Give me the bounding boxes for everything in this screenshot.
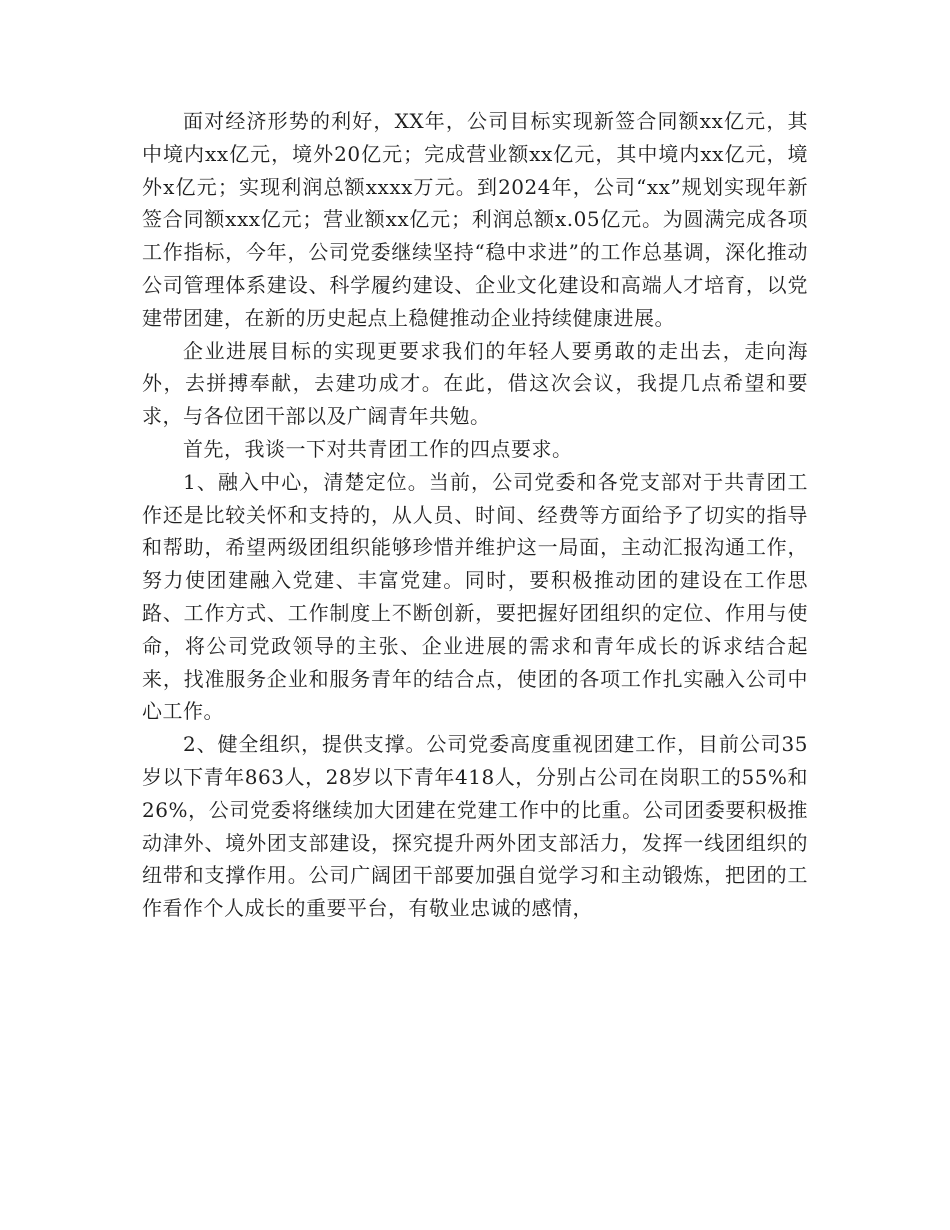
document-body <box>142 105 808 925</box>
paragraph-four-requirements-intro: 首先，我谈一下对共青团工作的四点要求。 <box>183 436 573 461</box>
paragraph-requirement-1: 1、融入中心，清楚定位。当前，公司党委和各党支部对于共青团工作还是比较关怀和支持的，从人员、时间、经费等方面给予了切实的指导和帮助，希望两级团组织能够珍惜并维护这一局面，主动汇报沟通工作，努力使团建融入党建、丰富党建。同时，要积极推动团的建设在工作思路、工作方式、工作制度上不断创新，要把握好团组织的定位、作用与使命，将公司党政领导的主张、企业进展的需求和青年成长的诉求结合起来，找准服务企业和服务青年的结合点，使团的各项工作扎实融入公司中心工作。 <box>142 469 808 724</box>
paragraph-requirement-2: 2、健全组织，提供支撑。公司党委高度重视团建工作，目前公司35岁以下青年863人，28岁以下青年418人，分别占公司在岗职工的55%和26%，公司党委将继续加大团建在党建工作中的比重。公司团委要积极推动津外、境外团支部建设，探究提升两外团支部活力，发挥一线团组织的纽带和支撑作用。公司广阔团干部要加强自觉学习和主动锻炼，把团的工作看作个人成长的重要平台，有敬业忠诚的感情， <box>142 732 808 921</box>
paragraph-economic-targets: 面对经济形势的利好，XX年，公司目标实现新签合同额xx亿元，其中境内xx亿元，境外20亿元；完成营业额xx亿元，其中境内xx亿元，境外x亿元；实现利润总额xxxx万元。到2024年，公司“xx”规划实现年新签合同额xxx亿元；营业额xx亿元；利润总额x.05亿元。为圆满完成各项工作指标，今年，公司党委继续坚持“稳中求进”的工作总基调，深化推动公司管理体系建设、科学履约建设、企业文化建设和高端人才培育，以党建带团建，在新的历史起点上稳健推动企业持续健康进展。 <box>142 109 808 330</box>
paragraph-youth-go-abroad: 企业进展目标的实现更要求我们的年轻人要勇敢的走出去，走向海外，去拼搏奉献，去建功成才。在此，借这次会议，我提几点希望和要求，与各位团干部以及广阔青年共勉。 <box>142 338 808 429</box>
